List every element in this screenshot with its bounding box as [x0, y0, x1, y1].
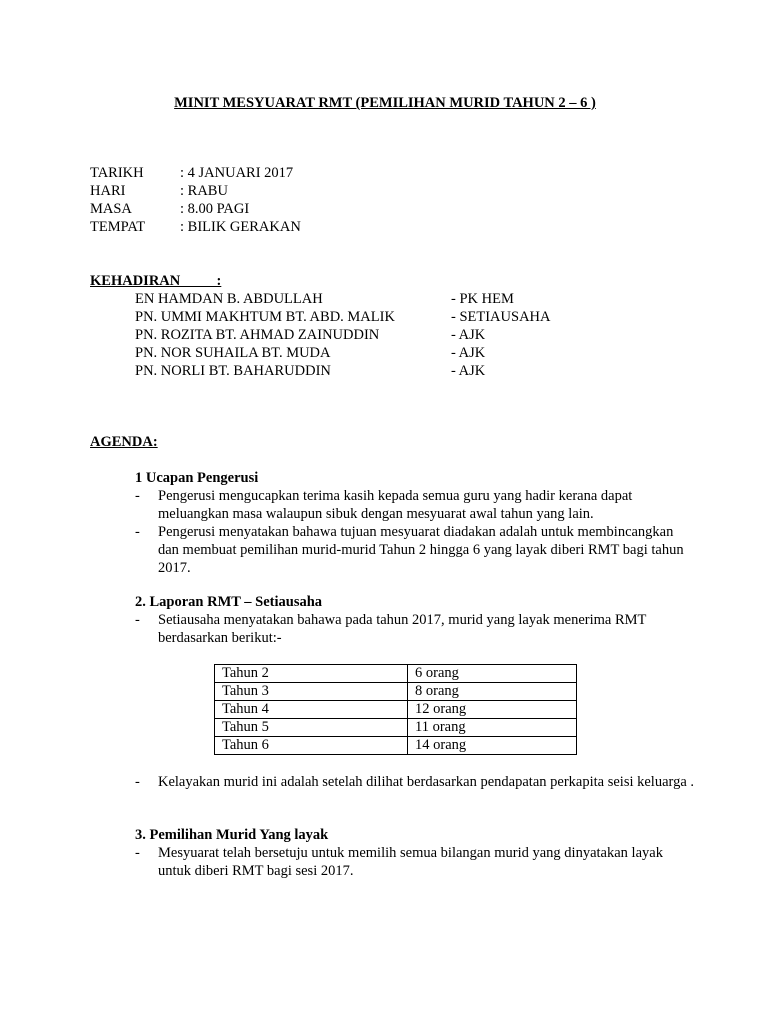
- member-role: - SETIAUSAHA: [451, 309, 551, 325]
- section-title: 3. Pemilihan Murid Yang layak: [135, 827, 329, 843]
- attendance-row: [135, 344, 615, 362]
- info-value: : RABU: [180, 183, 228, 199]
- agenda-heading: AGENDA:: [90, 434, 158, 450]
- attendance-row: [135, 290, 615, 308]
- item-dash: -: [135, 488, 140, 504]
- member-name: PN. NOR SUHAILA BT. MUDA: [135, 345, 331, 361]
- item-text: Kelayakan murid ini adalah setelah dilihat berdasarkan pendapatan perkapita seisi keluarga .: [158, 774, 695, 790]
- table-row: [215, 737, 577, 755]
- item-text: Setiausaha menyatakan bahawa pada tahun 2017, murid yang layak menerima RMT berdasarkan berikut:-: [158, 612, 647, 646]
- info-value: : BILIK GERAKAN: [180, 219, 301, 235]
- item-text: Mesyuarat telah bersetuju untuk memilih semua bilangan murid yang dinyatakan layak untuk diberi RMT bagi sesi 2017.: [158, 845, 663, 879]
- item-dash: -: [135, 612, 140, 628]
- table-row: [215, 701, 577, 719]
- section-title: 2. Laporan RMT – Setiausaha: [135, 594, 323, 610]
- agenda-section-2-note: [135, 773, 695, 791]
- table-cell-count: 11 orang: [408, 719, 577, 737]
- table-cell-year: Tahun 2: [215, 665, 408, 683]
- info-row-place: [90, 218, 301, 236]
- info-value: : 4 JANUARI 2017: [180, 165, 294, 181]
- member-role: - AJK: [451, 363, 486, 379]
- item-dash: -: [135, 524, 140, 540]
- agenda-section-2: [135, 593, 695, 647]
- table-cell-count: 14 orang: [408, 737, 577, 755]
- agenda-item: [135, 844, 695, 880]
- item-dash: -: [135, 845, 140, 861]
- member-name: EN HAMDAN B. ABDULLAH: [135, 291, 323, 307]
- rmt-table: [214, 664, 577, 755]
- item-dash: -: [135, 774, 140, 790]
- item-text: Pengerusi mengucapkan terima kasih kepada semua guru yang hadir kerana dapat meluangkan masa walaupun sibuk dengan mesyuarat awal tahun yang lain.: [158, 488, 633, 522]
- info-row-day: [90, 182, 301, 200]
- member-role: - AJK: [451, 327, 486, 343]
- table-cell-year: Tahun 5: [215, 719, 408, 737]
- attendance-row: [135, 362, 615, 380]
- info-row-time: [90, 200, 301, 218]
- agenda-item: [135, 611, 695, 647]
- member-name: PN. UMMI MAKHTUM BT. ABD. MALIK: [135, 309, 395, 325]
- item-text: Pengerusi menyatakan bahawa tujuan mesyuarat diadakan adalah untuk membincangkan dan membuat pemilihan murid-murid Tahun 2 hingga 6 yang layak diberi RMT bagi tahun 2017.: [158, 524, 684, 576]
- attendance-heading: KEHADIRAN :: [90, 273, 222, 289]
- member-role: - AJK: [451, 345, 486, 361]
- document-title: MINIT MESYUARAT RMT (PEMILIHAN MURID TAHUN 2 – 6 ): [174, 95, 596, 111]
- attendance-row: [135, 308, 615, 326]
- table-row: [215, 683, 577, 701]
- info-label: TEMPAT: [90, 219, 146, 235]
- table-row: [215, 665, 577, 683]
- table-cell-year: Tahun 3: [215, 683, 408, 701]
- table-cell-count: 6 orang: [408, 665, 577, 683]
- info-label: HARI: [90, 183, 126, 199]
- member-name: PN. NORLI BT. BAHARUDDIN: [135, 363, 331, 379]
- info-row-date: [90, 164, 301, 182]
- info-value: : 8.00 PAGI: [180, 201, 250, 217]
- table-cell-year: Tahun 6: [215, 737, 408, 755]
- info-label: TARIKH: [90, 165, 144, 181]
- member-role: - PK HEM: [451, 291, 514, 307]
- member-name: PN. ROZITA BT. AHMAD ZAINUDDIN: [135, 327, 380, 343]
- section-title: 1 Ucapan Pengerusi: [135, 470, 259, 486]
- agenda-section-3: [135, 826, 695, 880]
- agenda-item: [135, 523, 695, 577]
- table-cell-count: 8 orang: [408, 683, 577, 701]
- table-row: [215, 719, 577, 737]
- agenda-section-1: [135, 469, 695, 577]
- table-cell-count: 12 orang: [408, 701, 577, 719]
- agenda-item: [135, 487, 695, 523]
- table-cell-year: Tahun 4: [215, 701, 408, 719]
- meeting-info: [90, 164, 301, 236]
- attendance-list: [135, 290, 615, 380]
- agenda-item: [135, 773, 695, 791]
- info-label: MASA: [90, 201, 132, 217]
- attendance-row: [135, 326, 615, 344]
